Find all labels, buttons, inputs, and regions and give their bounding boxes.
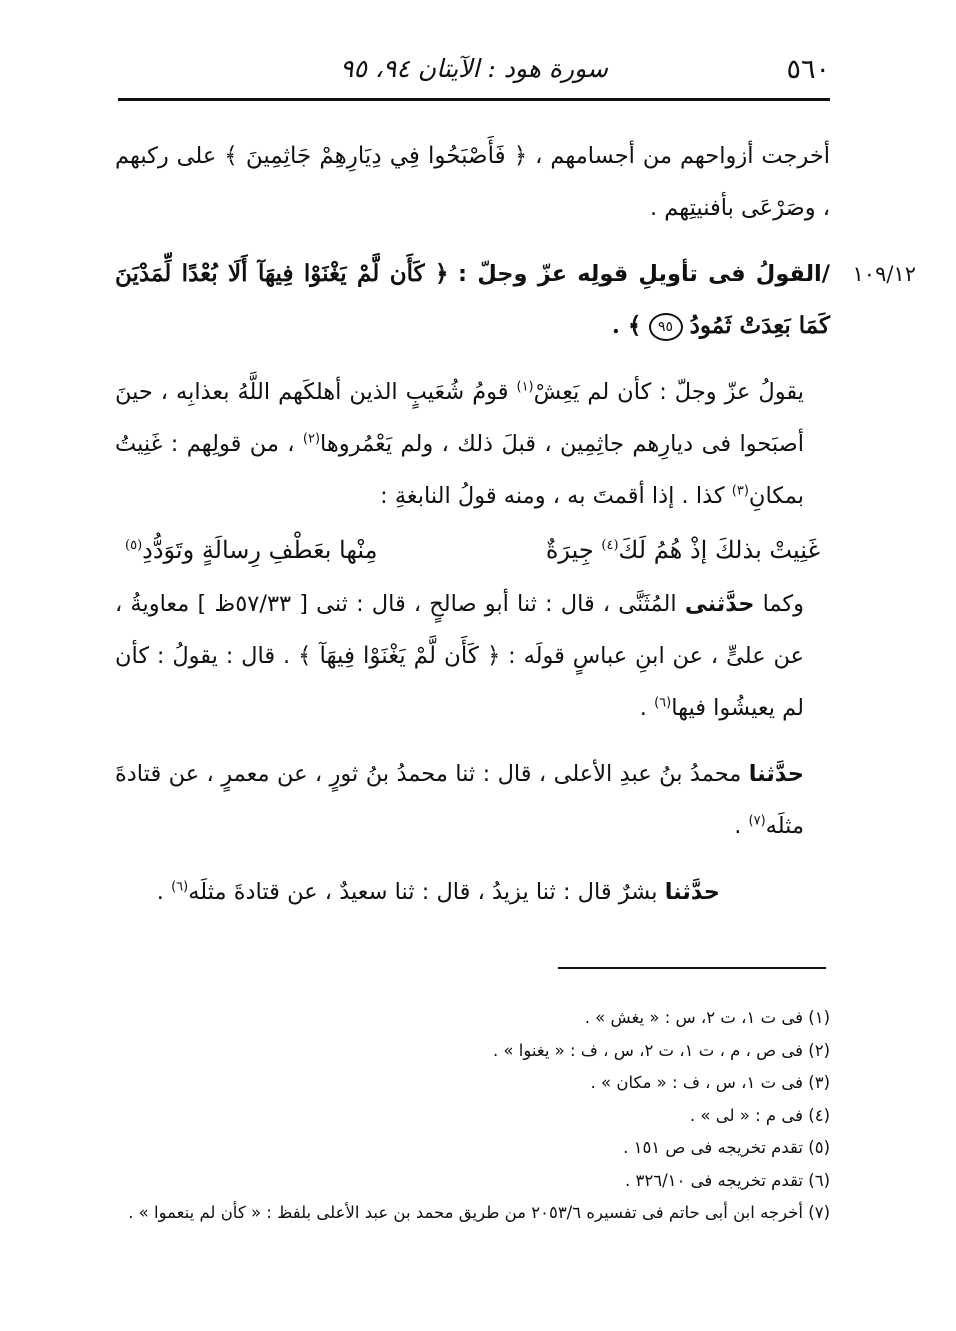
text: وكما	[762, 591, 805, 617]
spacer	[115, 352, 830, 366]
main-text	[115, 130, 830, 918]
poetry-verse	[115, 522, 830, 578]
footnote-ref: (٣)	[731, 483, 749, 499]
footnote-ref: (٥)	[125, 538, 143, 553]
footnote-ref: (٧)	[748, 813, 766, 829]
quran-quote-end: ﴾ .	[611, 312, 642, 339]
text: .	[639, 695, 647, 721]
footnote-5: (٥) تقدم تخريجه فى ص ١٥١ .	[623, 1138, 830, 1157]
footnote-ref: (٦)	[171, 879, 189, 895]
text: كذا . إذا أقمتَ به ، ومنه قولُ النابغةِ :	[380, 483, 725, 509]
text: يقولُ عزّ وجلّ : كأن لم يَعِشْ	[533, 379, 804, 405]
hemistich-text: جِيرَةٌ	[545, 536, 594, 564]
text: ، من قولِهم : غَنِيتُ بمكانِ	[115, 431, 804, 509]
footnote-ref: (٤)	[601, 538, 619, 553]
ayah-number-marker: ٩٥	[649, 313, 683, 341]
spacer	[115, 734, 830, 748]
isnad-keyword: حدَّثنا	[748, 761, 804, 787]
running-title: سورة هود : الآيتان ٩٤، ٩٥	[340, 54, 608, 83]
section-heading: /القولُ فى تأويلِ قولِه عزّ وجلّ :	[457, 261, 830, 287]
verse-first-hemistich	[546, 522, 820, 578]
paragraph-6	[115, 866, 830, 918]
spacer	[115, 852, 830, 866]
spacer	[115, 234, 830, 248]
paragraph-3	[115, 366, 830, 522]
footnote-6: (٦) تقدم تخريجه فى ٣٢٦/١٠ .	[625, 1170, 830, 1190]
isnad-keyword: حدَّثنا	[664, 879, 720, 905]
footnote-ref: (٦)	[654, 695, 672, 711]
text: أخرجت أزواحهم من أجسامهم ،	[535, 143, 830, 169]
quran-quote: ﴿ فَأَصْبَحُوا فِي دِيَارِهِمْ جَاثِمِينَ ﴾	[224, 143, 528, 169]
text: بشرٌ قال : ثنا يزيدُ ، قال : ثنا سعيدٌ ، عن قتادةَ مثلَه	[188, 879, 658, 905]
margin-reference: ١٠٩/١٢	[852, 262, 916, 286]
text: . قال : يقولُ : كأن لم يعيشُوا فيها	[115, 643, 804, 721]
page-number: ٥٦٠	[786, 54, 830, 85]
paragraph-2-heading	[115, 248, 830, 352]
footnote-ref: (٢)	[302, 431, 321, 447]
hemistich-text: غَنِيتْ بذلكَ إذْ هُمُ لَكَ	[618, 536, 820, 564]
page-header	[118, 50, 830, 90]
paragraph-1	[115, 130, 830, 234]
quran-quote: ﴿ كَأَن لَّمْ يَغْنَوْا فِيهَآ أَلَا بُعْدًا لِّمَدْيَنَ كَمَا بَعِدَتْ ثَمُودُ	[115, 260, 830, 339]
paragraph-5	[115, 748, 830, 852]
text: .	[156, 879, 164, 905]
footnote-7: (٧) أخرجه ابن أبى حاتم فى تفسيره ٢٠٥٣/٦ من طريق محمد بن عبد الأعلى بلفظ : « كأن لم ينعموا » .	[128, 1203, 830, 1222]
text: قومُ شُعَيبٍ الذين أهلكَهم اللَّهُ بعذابِه ، حينَ أصبَحوا فى ديارِهم جاثِمِين ، قبلَ ذلك ، ولم يَعْمُروها	[115, 379, 804, 457]
quran-quote: ﴿ كَأَن لَّمْ يَغْنَوْا فِيهَآ ﴾	[297, 643, 501, 669]
footnote-3: (٣) فى ت ١، س ، ف : « مكان » .	[590, 1073, 830, 1092]
footnote-rule	[558, 967, 826, 969]
text: .	[734, 813, 742, 839]
footnote-1: (١) فى ت ١، ت ٢، س : « يغش » .	[584, 1008, 830, 1027]
text: محمدُ بنُ عبدِ الأعلى ، قال : ثنا محمدُ بنُ ثورٍ ، عن معمرٍ ، عن قتادةَ مثلَه	[115, 761, 804, 839]
header-rule	[118, 98, 830, 101]
footnote-4: (٤) فى م : « لى » .	[689, 1105, 830, 1125]
verse-second-hemistich	[125, 522, 378, 578]
hemistich-text: مِنْها بعَطْفِ رِسالَةٍ وتَوَدُّدِ	[142, 536, 378, 564]
footnote-ref: (١)	[516, 379, 534, 395]
paragraph-4	[115, 578, 830, 734]
text: على ركبهم ، وصَرْعَى بأفنيتِهم .	[115, 143, 830, 221]
text: المُثَنَّى ، قال : ثنا أبو صالحٍ ، قال : ثنى [ ٥٧/٣٣ظ ] معاويةُ ، عن علىٍّ ، عن ابنِ عباسٍ قولَه :	[115, 591, 805, 669]
footnote-2: (٢) فى ص ، م ، ت ١، ت ٢، س ، ف : « يغنوا » .	[492, 1040, 830, 1060]
footnotes	[110, 1002, 830, 1230]
isnad-keyword: حدَّثنى	[684, 591, 755, 617]
